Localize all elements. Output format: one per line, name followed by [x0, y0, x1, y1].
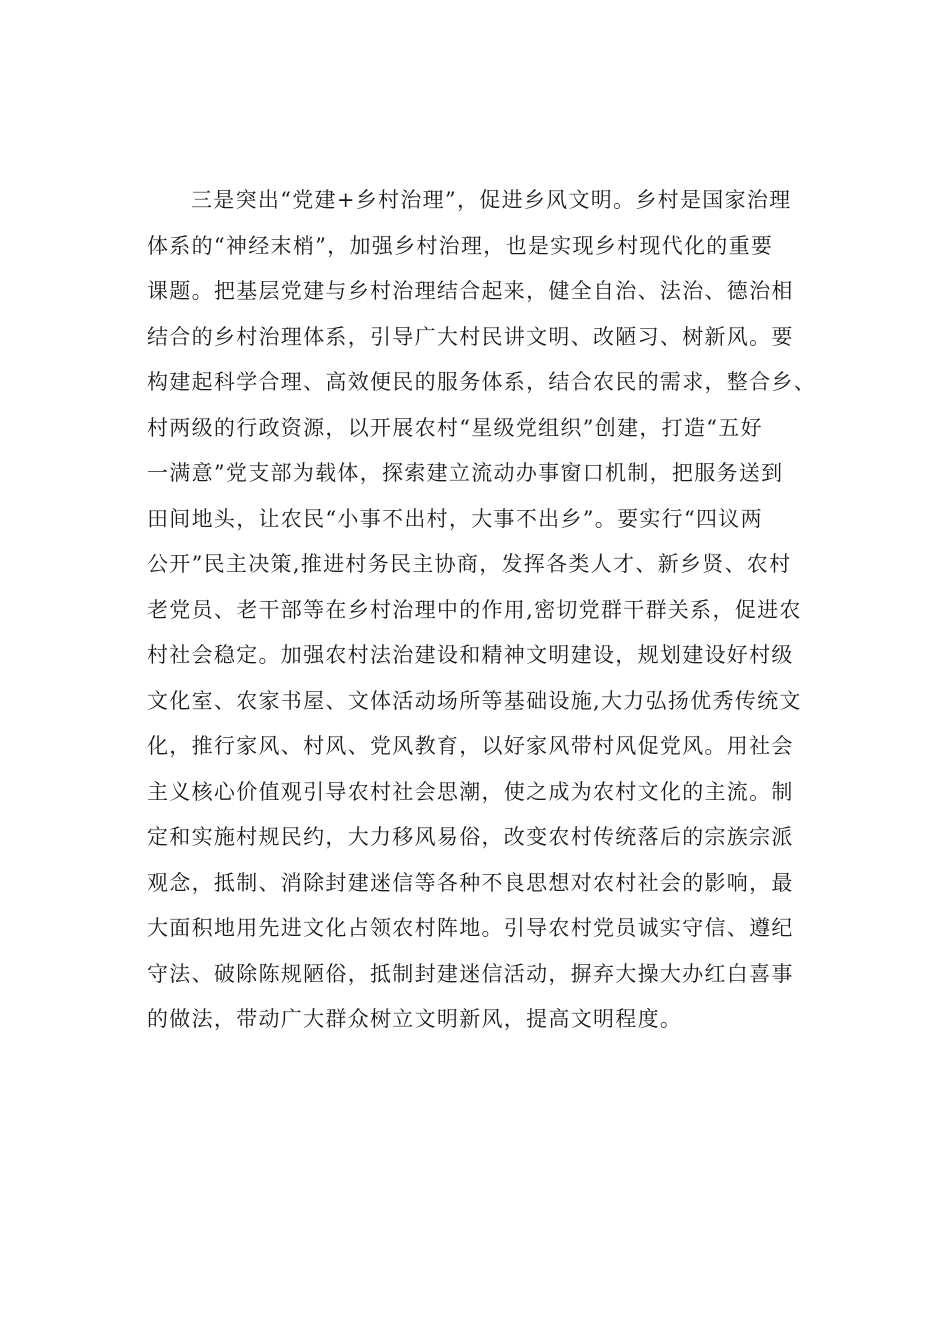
paragraph-line: 村社会稳定。加强农村法治建设和精神文明建设，规划建设好村级: [147, 643, 794, 667]
body-paragraph: [147, 178, 816, 1043]
paragraph-line: 的做法，带动广大群众树立文明新风，提高文明程度。: [147, 1007, 683, 1031]
paragraph-line: 结合的乡村治理体系，引导广大村民讲文明、改陋习、树新风。要: [147, 324, 794, 349]
paragraph-line: 观念，抵制、消除封建迷信等各种不良思想对农村社会的影响，最: [147, 870, 794, 895]
paragraph-line: 构建起科学合理、高效便民的服务体系，结合农民的需求，整合乡、: [147, 370, 816, 394]
paragraph-line: 村两级的行政资源，以开展农村“星级党组织”创建，打造“五好: [147, 415, 763, 440]
paragraph-line: 守法、破除陈规陋俗，抵制封建迷信活动，摒弃大操大办红白喜事: [147, 961, 794, 986]
paragraph-line: 老党员、老干部等在乡村治理中的作用,密切党群干群关系，促进农: [147, 597, 802, 622]
paragraph-line: 定和实施村规民约，大力移风易俗，改变农村传统落后的宗族宗派: [147, 825, 794, 849]
paragraph-line: 文化室、农家书屋、文体活动场所等基础设施,大力弘扬优秀传统文: [147, 688, 802, 713]
paragraph-line: 公开”民主决策,推进村务民主协商，发挥各类人才、新乡贤、农村: [147, 552, 792, 576]
paragraph-line: 三是突出“党建+乡村治理”，促进乡风文明。乡村是国家治理: [191, 188, 792, 212]
paragraph-line: 体系的“神经末梢”，加强乡村治理，也是实现乡村现代化的重要: [147, 233, 774, 258]
paragraph-line: 大面积地用先进文化占领农村阵地。引导农村党员诚实守信、遵纪: [147, 916, 794, 940]
paragraph-line: 一满意”党支部为载体，探索建立流动办事窗口机制，把服务送到: [147, 461, 784, 485]
paragraph-line: 主义核心价值观引导农村社会思潮，使之成为农村文化的主流。制: [147, 779, 794, 804]
paragraph-line: 化，推行家风、村风、党风教育，以好家风带村风促党风。用社会: [147, 734, 794, 758]
paragraph-line: 田间地头，让农民“小事不出村，大事不出乡”。要实行“四议两: [147, 506, 763, 531]
paragraph-line: 课题。把基层党建与乡村治理结合起来，健全自治、法治、德治相: [147, 279, 794, 303]
